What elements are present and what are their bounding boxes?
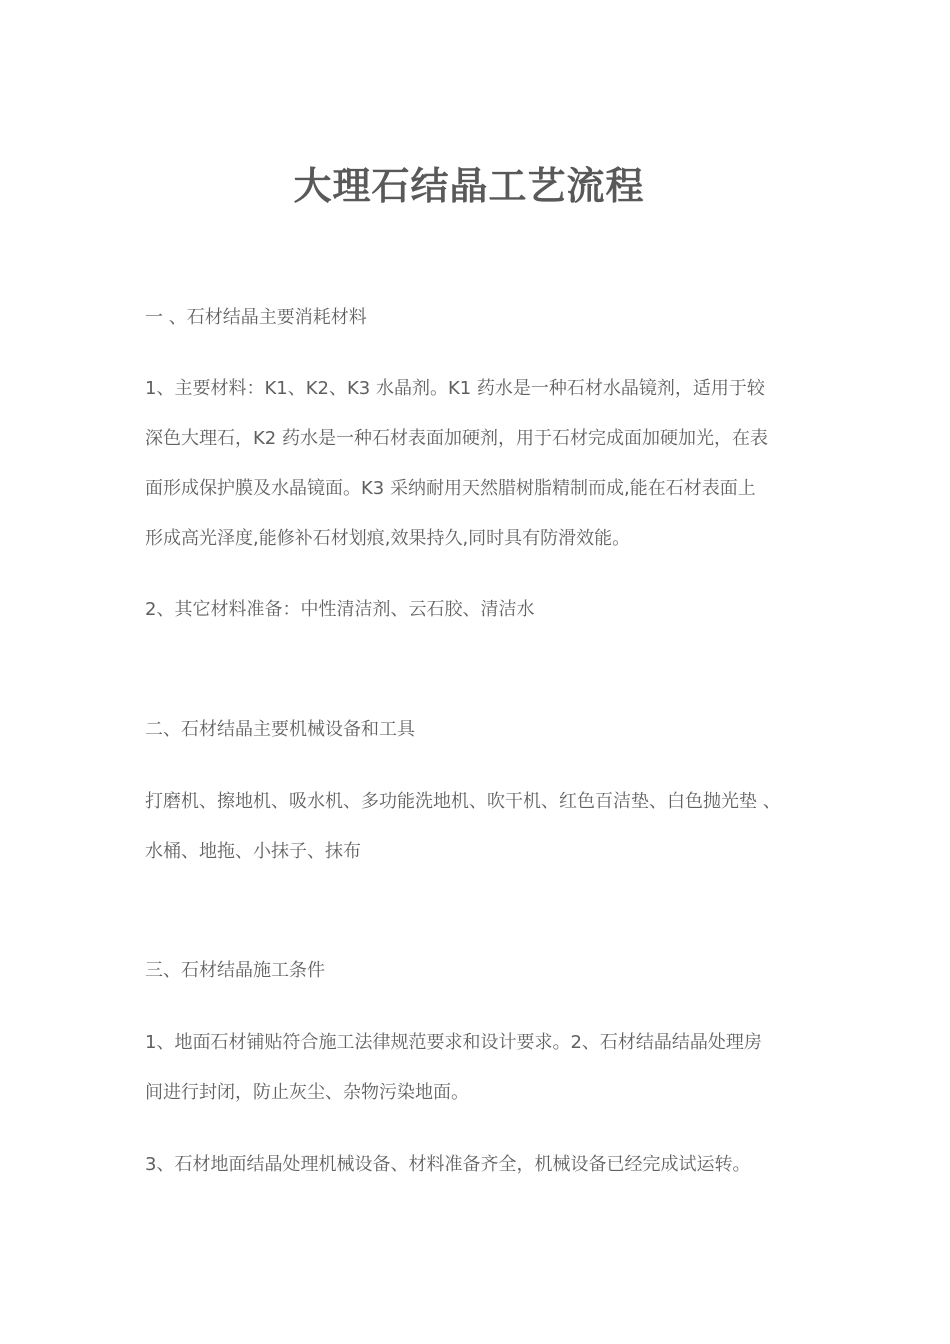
paragraph-line: 2、其它材料准备：中性清洁剂、云石胶、清洁水 [145,599,535,620]
paragraph-line: 1、地面石材铺贴符合施工法律规范要求和设计要求。2、石材结晶结晶处理房 [145,1032,762,1053]
paragraph-line: 面形成保护膜及水晶镜面。K3 采纳耐用天然腊树脂精制而成,能在石材表面上 [145,478,756,499]
document-title: 大理石结晶工艺流程 [293,164,645,208]
paragraph-line: 3、石材地面结晶处理机械设备、材料准备齐全，机械设备已经完成试运转。 [145,1154,751,1175]
paragraph-line: 形成高光泽度,能修补石材划痕,效果持久,同时具有防滑效能。 [145,528,631,549]
section-3-heading: 三、石材结晶施工条件 [145,960,325,981]
section-2-heading: 二、石材结晶主要机械设备和工具 [145,719,415,740]
paragraph-line: 打磨机、擦地机、吸水机、多功能洗地机、吹干机、红色百洁垫、白色抛光垫 、 [145,791,781,812]
paragraph-line: 1、主要材料：K1、K2、K3 水晶剂。K1 药水是一种石材水晶镜剂，适用于较 [145,378,765,399]
section-1-heading: 一 、石材结晶主要消耗材料 [145,307,367,328]
paragraph-line: 深色大理石，K2 药水是一种石材表面加硬剂，用于石材完成面加硬加光，在表 [145,428,768,449]
paragraph-line: 水桶、地拖、小抹子、抹布 [145,841,361,862]
paragraph-line: 间进行封闭，防止灰尘、杂物污染地面。 [145,1082,469,1103]
